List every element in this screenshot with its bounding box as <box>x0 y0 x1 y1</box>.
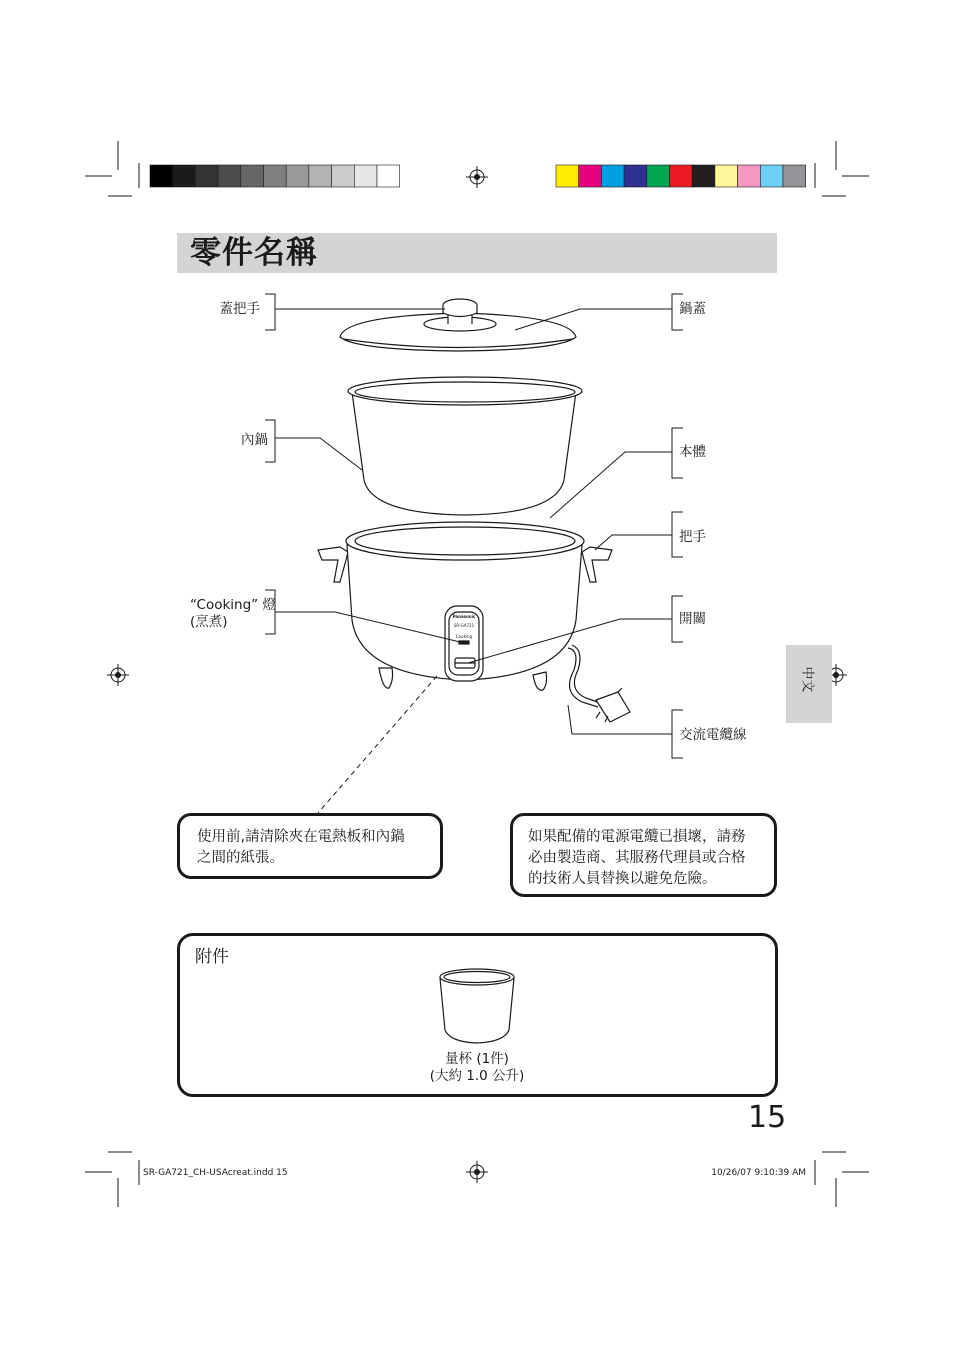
note-left-line-1: 使用前,請清除夾在電熱板和內鍋 <box>197 829 405 845</box>
inner-pot-drawing <box>348 377 582 515</box>
label-switch: 開關 <box>679 611 706 627</box>
label-body: 本體 <box>679 444 706 460</box>
note-right-line-1: 如果配備的電源電纜已損壞，請務 <box>528 829 746 845</box>
page-title: 零件名稱 <box>190 235 318 271</box>
label-handle: 把手 <box>679 529 706 545</box>
slug-filename: SR-GA721_CH-USAcreat.indd 15 <box>143 1168 288 1178</box>
cooker-body-drawing <box>318 522 612 690</box>
slug-timestamp: 10/26/07 9:10:39 AM <box>711 1168 806 1178</box>
label-inner-pot: 內鍋 <box>241 432 268 448</box>
label-cooking-lamp-sub: (烹煮) <box>190 614 228 630</box>
label-lid-knob: 蓋把手 <box>219 301 260 317</box>
accessories-heading: 附件 <box>195 947 229 967</box>
panel-model: SR-GA721 <box>453 623 475 628</box>
label-ac-cord: 交流電纜線 <box>679 727 747 743</box>
lid-drawing <box>340 299 576 351</box>
power-cord-drawing <box>568 645 630 722</box>
language-tab-label: 中文 <box>799 666 815 693</box>
note-right-line-2: 必由製造商、其服務代理員或合格 <box>528 850 746 866</box>
panel-lamp-label: Cooking <box>455 634 473 639</box>
note-remove-paper <box>177 813 443 879</box>
accessory-item: 量杯 (1件) <box>445 1051 509 1067</box>
note-left-line-2: 之間的紙張。 <box>197 850 284 866</box>
panel-brand: Panasonic <box>452 614 476 619</box>
accessory-capacity: (大約 1.0 公升) <box>429 1068 525 1084</box>
note-right-line-3: 的技術人員替換以避免危險。 <box>528 871 717 887</box>
label-lid: 鍋蓋 <box>679 301 706 317</box>
page-number: 15 <box>748 1100 787 1135</box>
note-cord-replacement <box>510 813 777 897</box>
label-cooking-lamp: “Cooking” 燈 <box>190 597 276 613</box>
